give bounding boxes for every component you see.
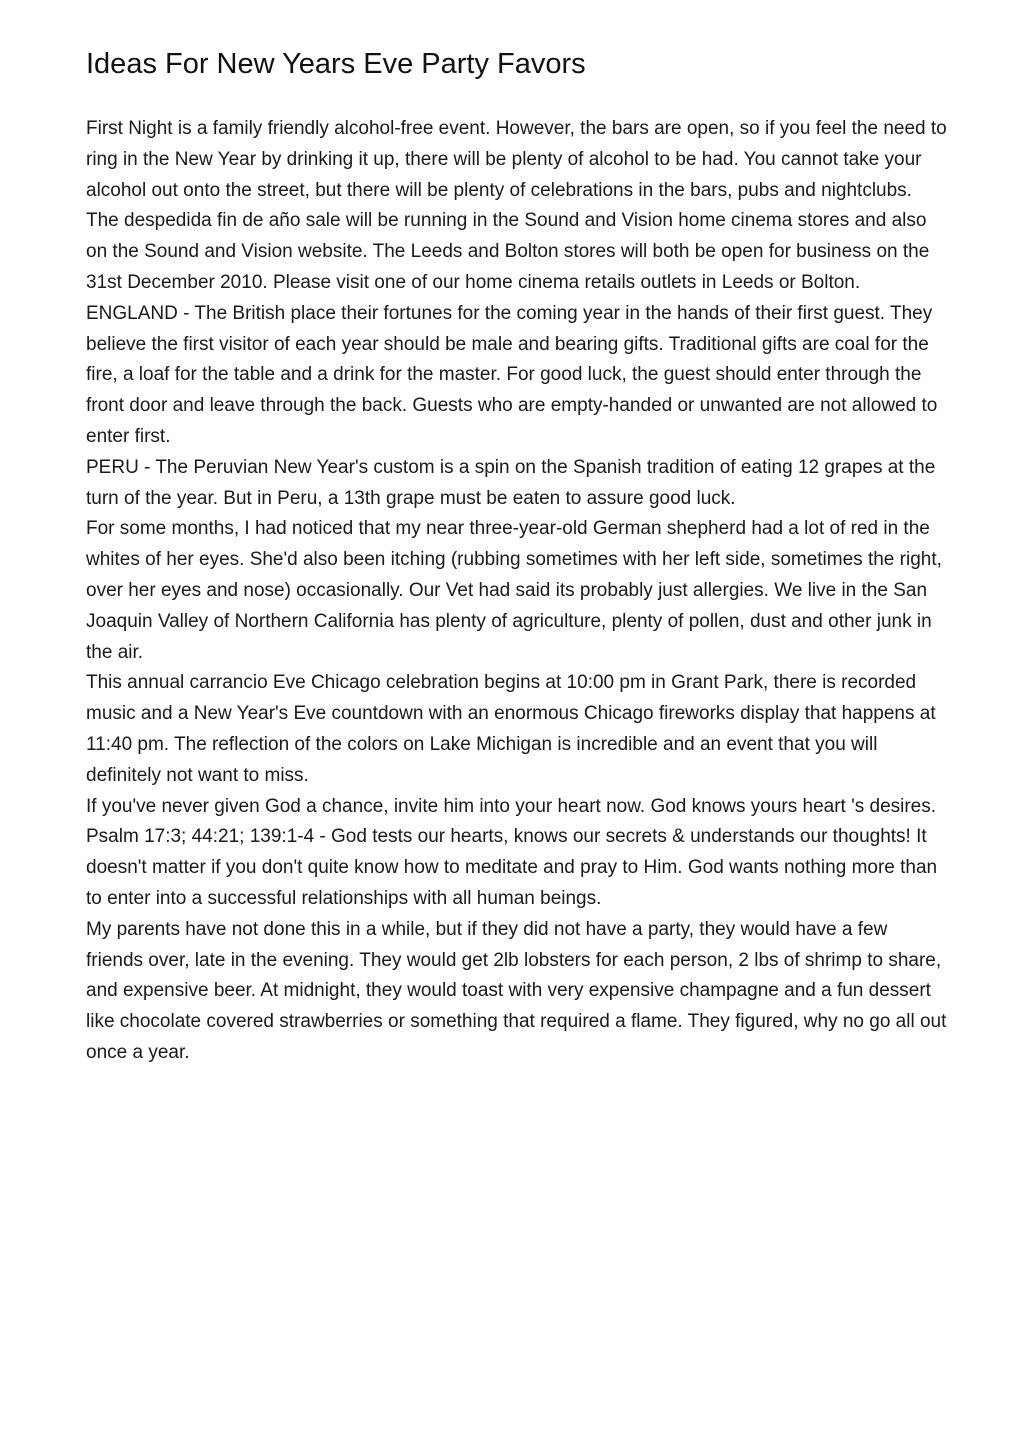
document-title: Ideas For New Years Eve Party Favors bbox=[86, 48, 586, 80]
paragraph-first-night: First Night is a family friendly alcohol-free event. However, the bars are open, so if you feel the need to ring in the New Year by drinking it up, there will be plenty of alcohol to be had. You cannot take your alcohol out onto the street, but there will be plenty of celebrations in the bars, pubs and nightclubs. bbox=[86, 118, 947, 201]
paragraph-chicago: This annual carrancio Eve Chicago celebration begins at 10:00 pm in Grant Park, there is recorded music and a New Year's Eve countdown with an enormous Chicago fireworks display that happens at 11:40 pm. The reflection of the colors on Lake Michigan is incredible and an event that you will definitely not want to miss. bbox=[86, 672, 936, 786]
paragraph-german-shepherd: For some months, I had noticed that my near three-year-old German shepherd had a lot of red in the whites of her eyes. She'd also been itching (rubbing sometimes with her left side, sometimes the right, over her eyes and nose) occasionally. Our Vet had said its probably just allergies. We live in the San Joaquin Valley of Northern California has plenty of agriculture, plenty of pollen, dust and other junk in the air. bbox=[86, 518, 942, 663]
paragraph-peru: PERU - The Peruvian New Year's custom is a spin on the Spanish tradition of eating 12 grapes at the turn of the year. But in Peru, a 13th grape must be eaten to assure good luck. bbox=[86, 456, 936, 509]
paragraph-sale: The despedida fin de año sale will be running in the Sound and Vision home cinema stores and also on the Sound and Vision website. The Leeds and Bolton stores will both be open for business on the 31st December 2010. Please visit one of our home cinema retails outlets in Leeds or Bolton. bbox=[86, 210, 930, 293]
paragraph-parents: My parents have not done this in a while, but if they did not have a party, they would have a few friends over, late in the evening. They would get 2lb lobsters for each person, 2 lbs of shrimp to share, and expensive beer. At midnight, they would toast with very expensive champagne and a fun dessert like chocolate covered strawberries or something that required a flame. They figured, why no go all out once a year. bbox=[86, 918, 947, 1063]
paragraph-god: If you've never given God a chance, invite him into your heart now. God knows yours heart 's desires. Psalm 17:3; 44:21; 139:1-4 - God tests our hearts, knows our secrets & understands our thoughts! It doesn't matter if you don't quite know how to meditate and pray to Him. God wants nothing more than to enter into a successful relationships with all human beings. bbox=[86, 795, 938, 909]
paragraph-england: ENGLAND - The British place their fortunes for the coming year in the hands of their first guest. They believe the first visitor of each year should be male and bearing gifts. Traditional gifts are coal for the fire, a loaf for the table and a drink for the master. For good luck, the guest should enter through the front door and leave through the back. Guests who are empty-handed or unwanted are not allowed to enter first. bbox=[86, 302, 938, 447]
document-page bbox=[86, 42, 948, 1069]
